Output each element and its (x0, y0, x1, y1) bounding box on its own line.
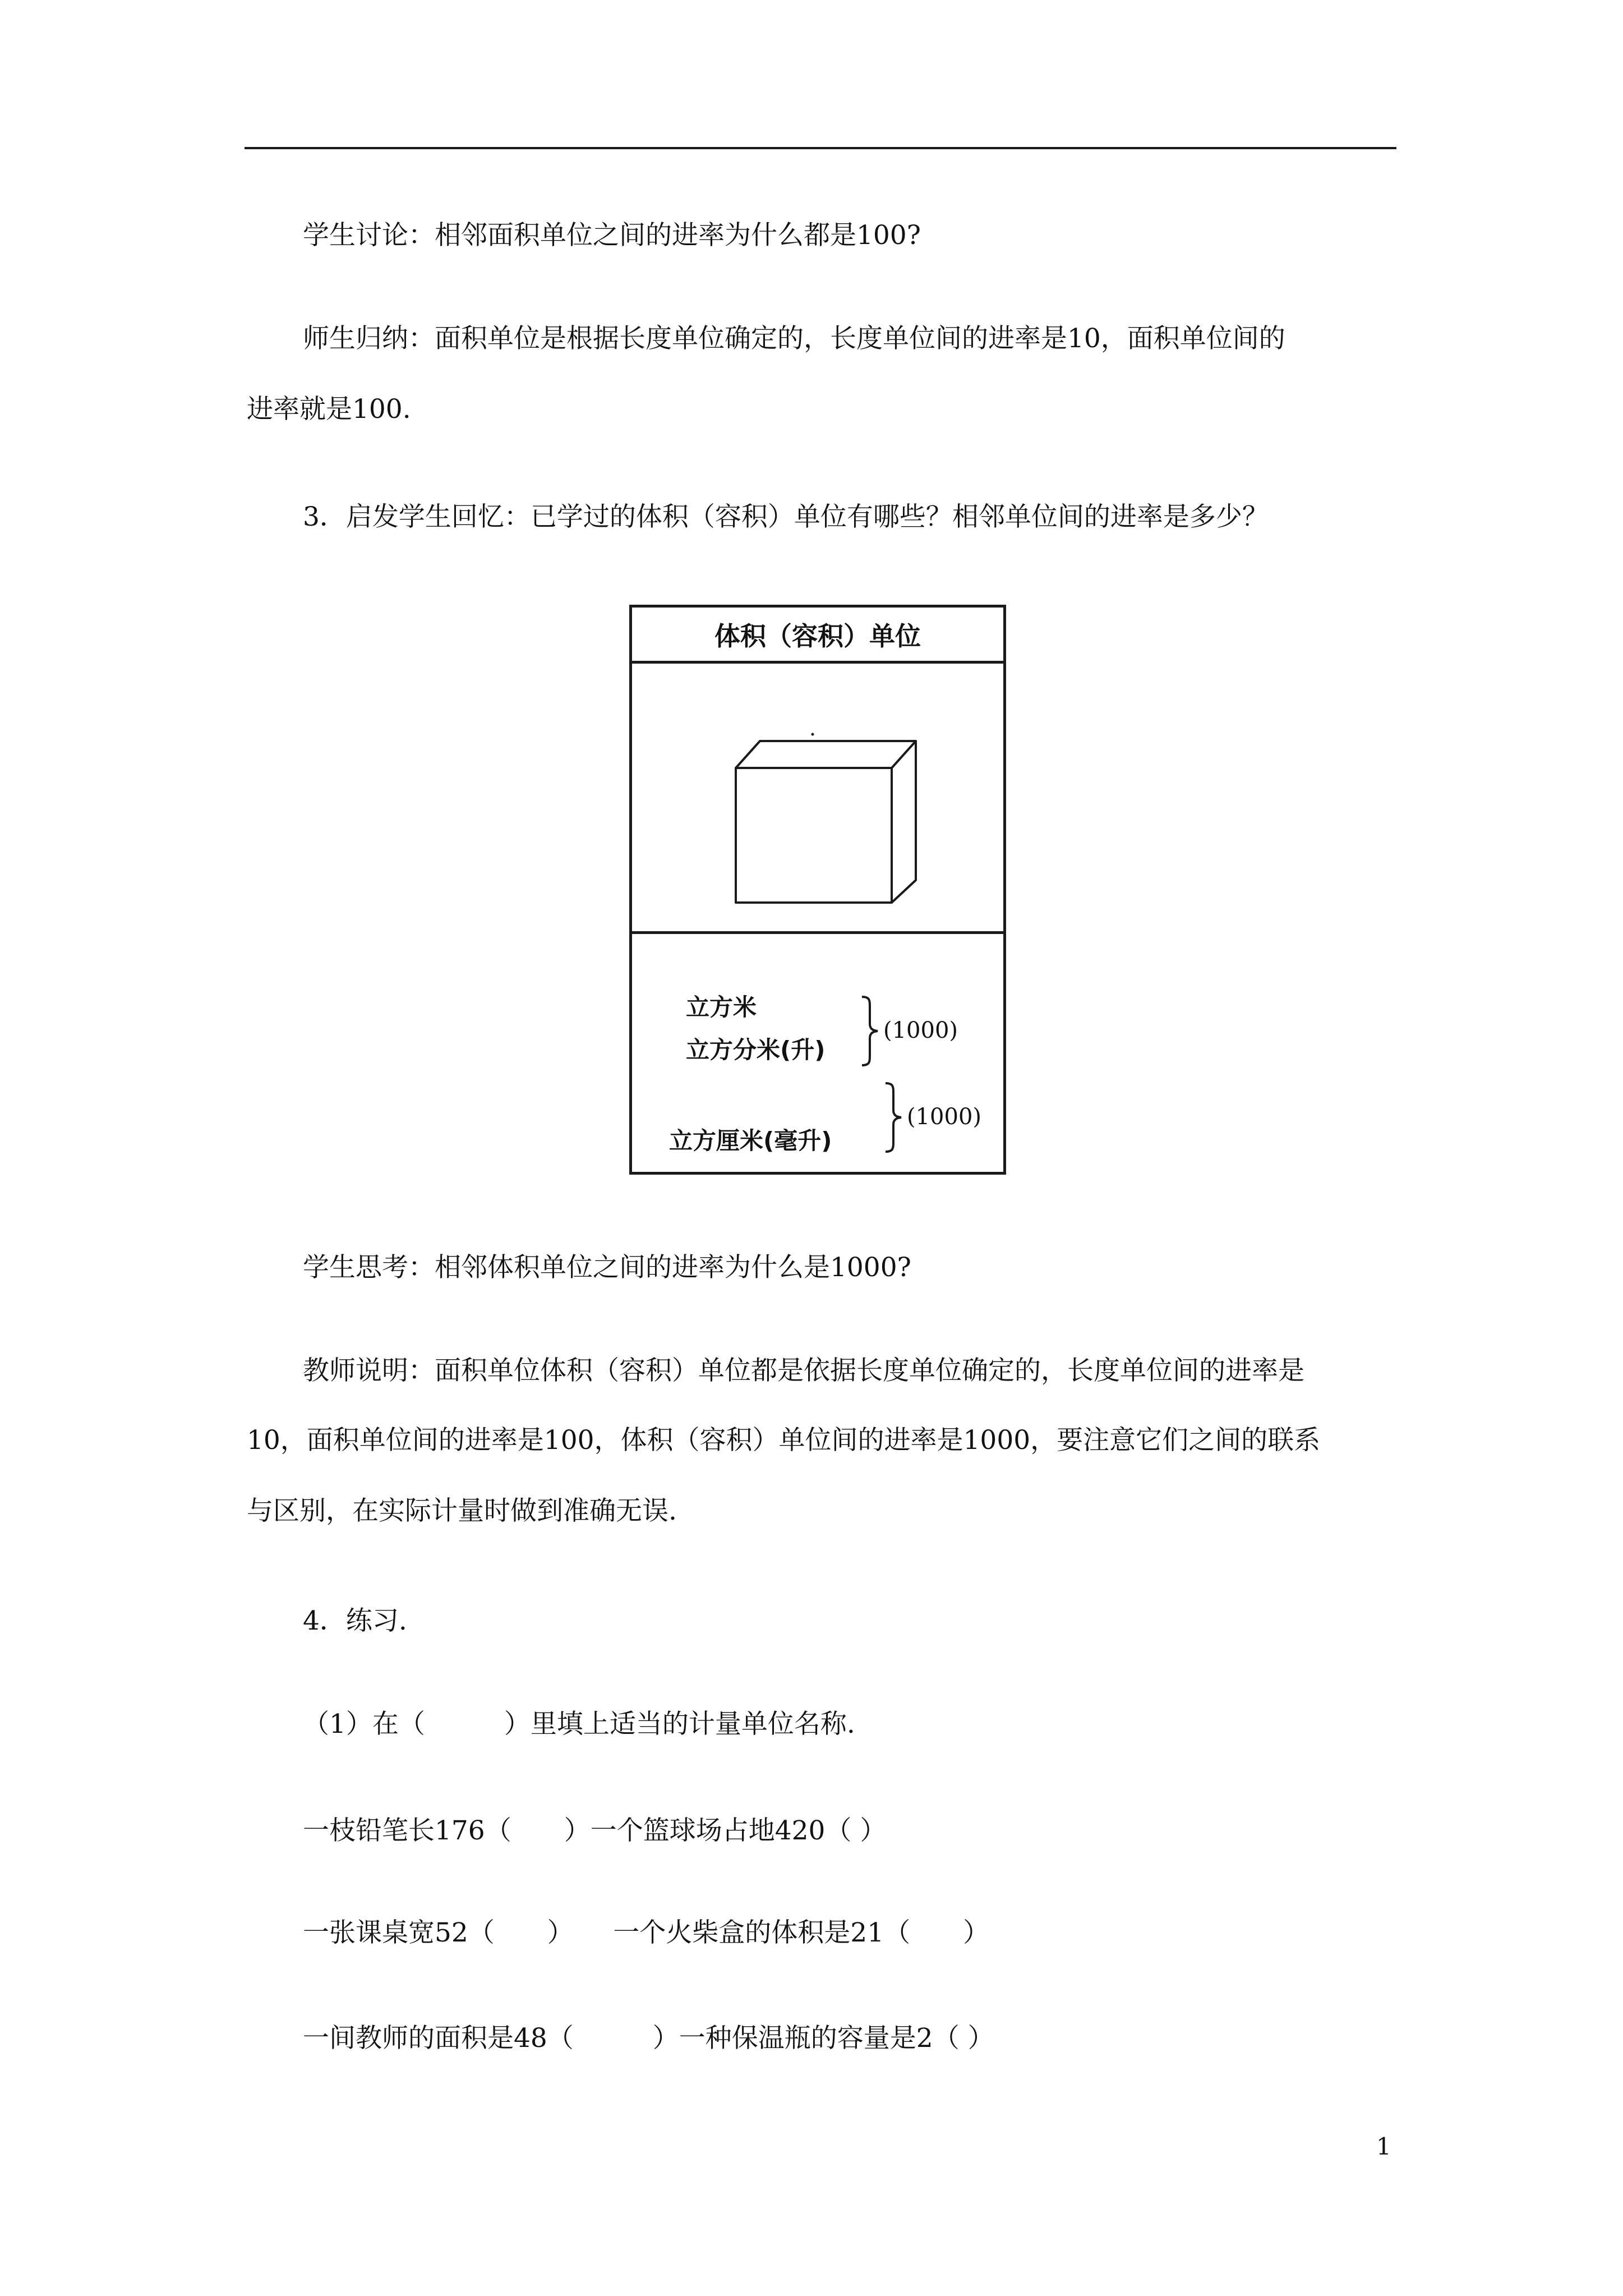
cube-illustration-area (632, 664, 1003, 934)
exercise-row-3: 一间教师的面积是48（ ）一种保温瓶的容量是2（ ） (303, 2023, 994, 2054)
rate-dm3-cm3: (1000) (907, 1104, 982, 1130)
unit-list (632, 934, 1003, 1172)
exercise-row-2: 一张课桌宽52（ ） 一个火柴盒的体积是21（ ） (303, 1917, 990, 1948)
cube-icon (632, 664, 1003, 931)
paragraph-teacher-explanation-line-1: 教师说明：面积单位体积（容积）单位都是依据长度单位确定的，长度单位间的进率是 (303, 1355, 1304, 1386)
brace-icon (859, 995, 881, 1068)
brace-icon (882, 1081, 905, 1154)
paragraph-step-3: 3．启发学生回忆：已学过的体积（容积）单位有哪些？相邻单位间的进率是多少？ (303, 501, 1269, 532)
page-number: 1 (1376, 2133, 1391, 2160)
unit-cubic-centimeter: 立方厘米(毫升) (669, 1127, 832, 1154)
paragraph-step-4: 4．练习. (303, 1605, 407, 1636)
paragraph-summary-line-1: 师生归纳：面积单位是根据长度单位确定的，长度单位间的进率是10，面积单位间的 (303, 323, 1285, 354)
paragraph-student-discussion: 学生讨论：相邻面积单位之间的进率为什么都是100? (303, 220, 921, 251)
header-rule (245, 147, 1396, 149)
paragraph-summary-line-2: 进率就是100. (247, 394, 411, 425)
unit-cubic-decimeter: 立方分米(升) (686, 1036, 826, 1064)
volume-units-figure (629, 605, 1006, 1175)
figure-title: 体积（容积）单位 (632, 608, 1003, 664)
paragraph-student-thinking: 学生思考：相邻体积单位之间的进率为什么是1000? (303, 1252, 911, 1283)
exercise-instruction: （1）在（ ）里填上适当的计量单位名称. (303, 1709, 855, 1740)
unit-cubic-meter: 立方米 (686, 993, 757, 1021)
rate-m3-dm3: (1000) (883, 1018, 958, 1043)
paragraph-teacher-explanation-line-3: 与区别，在实际计量时做到准确无误. (247, 1496, 677, 1526)
paragraph-teacher-explanation-line-2: 10，面积单位间的进率是100，体积（容积）单位间的进率是1000，要注意它们之间的联系 (247, 1425, 1321, 1456)
exercise-row-1: 一枝铅笔长176（ ）一个篮球场占地420（ ） (303, 1815, 887, 1846)
